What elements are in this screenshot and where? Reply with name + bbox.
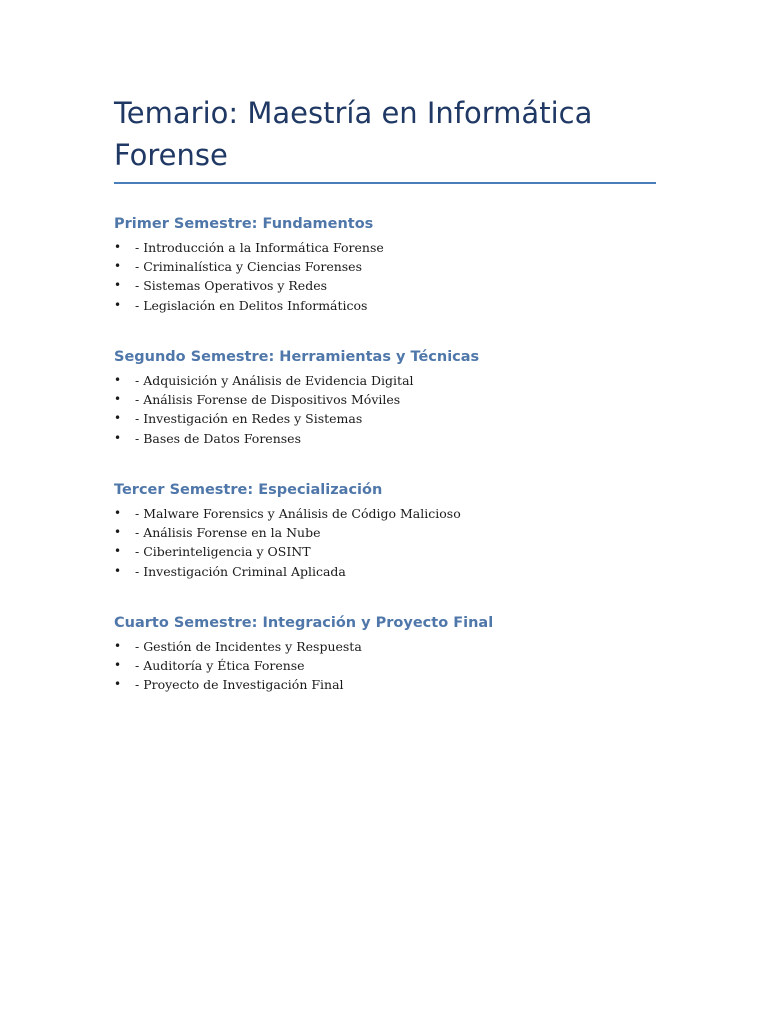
section-heading: Cuarto Semestre: Integración y Proyecto Final (114, 615, 494, 631)
list-item (114, 429, 656, 448)
list-item-text: - Investigación en Redes y Sistemas (135, 411, 363, 427)
list-item (114, 675, 656, 694)
list-item (114, 296, 656, 315)
list-item (114, 637, 656, 656)
list-item (114, 276, 656, 295)
course-list (114, 504, 656, 581)
course-list (114, 371, 656, 448)
list-item (114, 257, 656, 276)
section-cuarto-semestre (114, 611, 656, 695)
section-heading: Segundo Semestre: Herramientas y Técnicas (114, 349, 480, 365)
list-item (114, 542, 656, 561)
list-item (114, 238, 656, 257)
section-segundo-semestre (114, 345, 656, 448)
list-item-text: - Proyecto de Investigación Final (135, 677, 344, 693)
list-item (114, 504, 656, 523)
bullet-icon: • (114, 658, 122, 673)
list-item-text: - Gestión de Incidentes y Respuesta (135, 639, 362, 654)
list-item (114, 390, 656, 409)
bullet-icon: • (114, 373, 122, 387)
list-item-text: - Bases de Datos Forenses (135, 430, 301, 446)
bullet-icon: • (114, 259, 122, 274)
list-item (114, 656, 656, 675)
list-item-text: - Introducción a la Informática Forense (135, 240, 384, 255)
list-item (114, 371, 656, 390)
list-item-text: - Adquisición y Análisis de Evidencia Digital (135, 373, 414, 388)
bullet-icon: • (114, 411, 122, 426)
bullet-icon: • (114, 544, 122, 559)
list-item-text: - Criminalística y Ciencias Forenses (135, 259, 362, 275)
list-item-text: - Investigación Criminal Aplicada (135, 563, 346, 579)
section-primer-semestre (114, 212, 656, 315)
list-item (114, 409, 656, 428)
bullet-icon: • (114, 677, 122, 692)
document-page (114, 92, 656, 693)
bullet-icon: • (114, 506, 122, 520)
bullet-icon: • (114, 525, 122, 540)
bullet-icon: • (114, 297, 122, 312)
list-item (114, 562, 656, 581)
bullet-icon: • (114, 392, 122, 407)
bullet-icon: • (114, 240, 122, 254)
list-item-text: - Auditoría y Ética Forense (135, 658, 305, 674)
list-item-text: - Ciberinteligencia y OSINT (135, 544, 311, 560)
course-list (114, 238, 656, 315)
list-item-text: - Análisis Forense en la Nube (135, 525, 321, 541)
course-list (114, 637, 656, 695)
document-title: Temario: Maestría en Informática Forense (114, 92, 656, 184)
bullet-icon: • (114, 278, 122, 293)
list-item-text: - Malware Forensics y Análisis de Código Malicioso (135, 506, 461, 521)
list-item-text: - Legislación en Delitos Informáticos (135, 297, 368, 313)
list-item-text: - Sistemas Operativos y Redes (135, 278, 328, 294)
bullet-icon: • (114, 563, 122, 578)
bullet-icon: • (114, 430, 122, 445)
bullet-icon: • (114, 639, 122, 653)
section-heading: Primer Semestre: Fundamentos (114, 216, 374, 232)
list-item-text: - Análisis Forense de Dispositivos Móviles (135, 392, 401, 408)
list-item (114, 523, 656, 542)
section-tercer-semestre (114, 478, 656, 581)
section-heading: Tercer Semestre: Especialización (114, 482, 383, 498)
